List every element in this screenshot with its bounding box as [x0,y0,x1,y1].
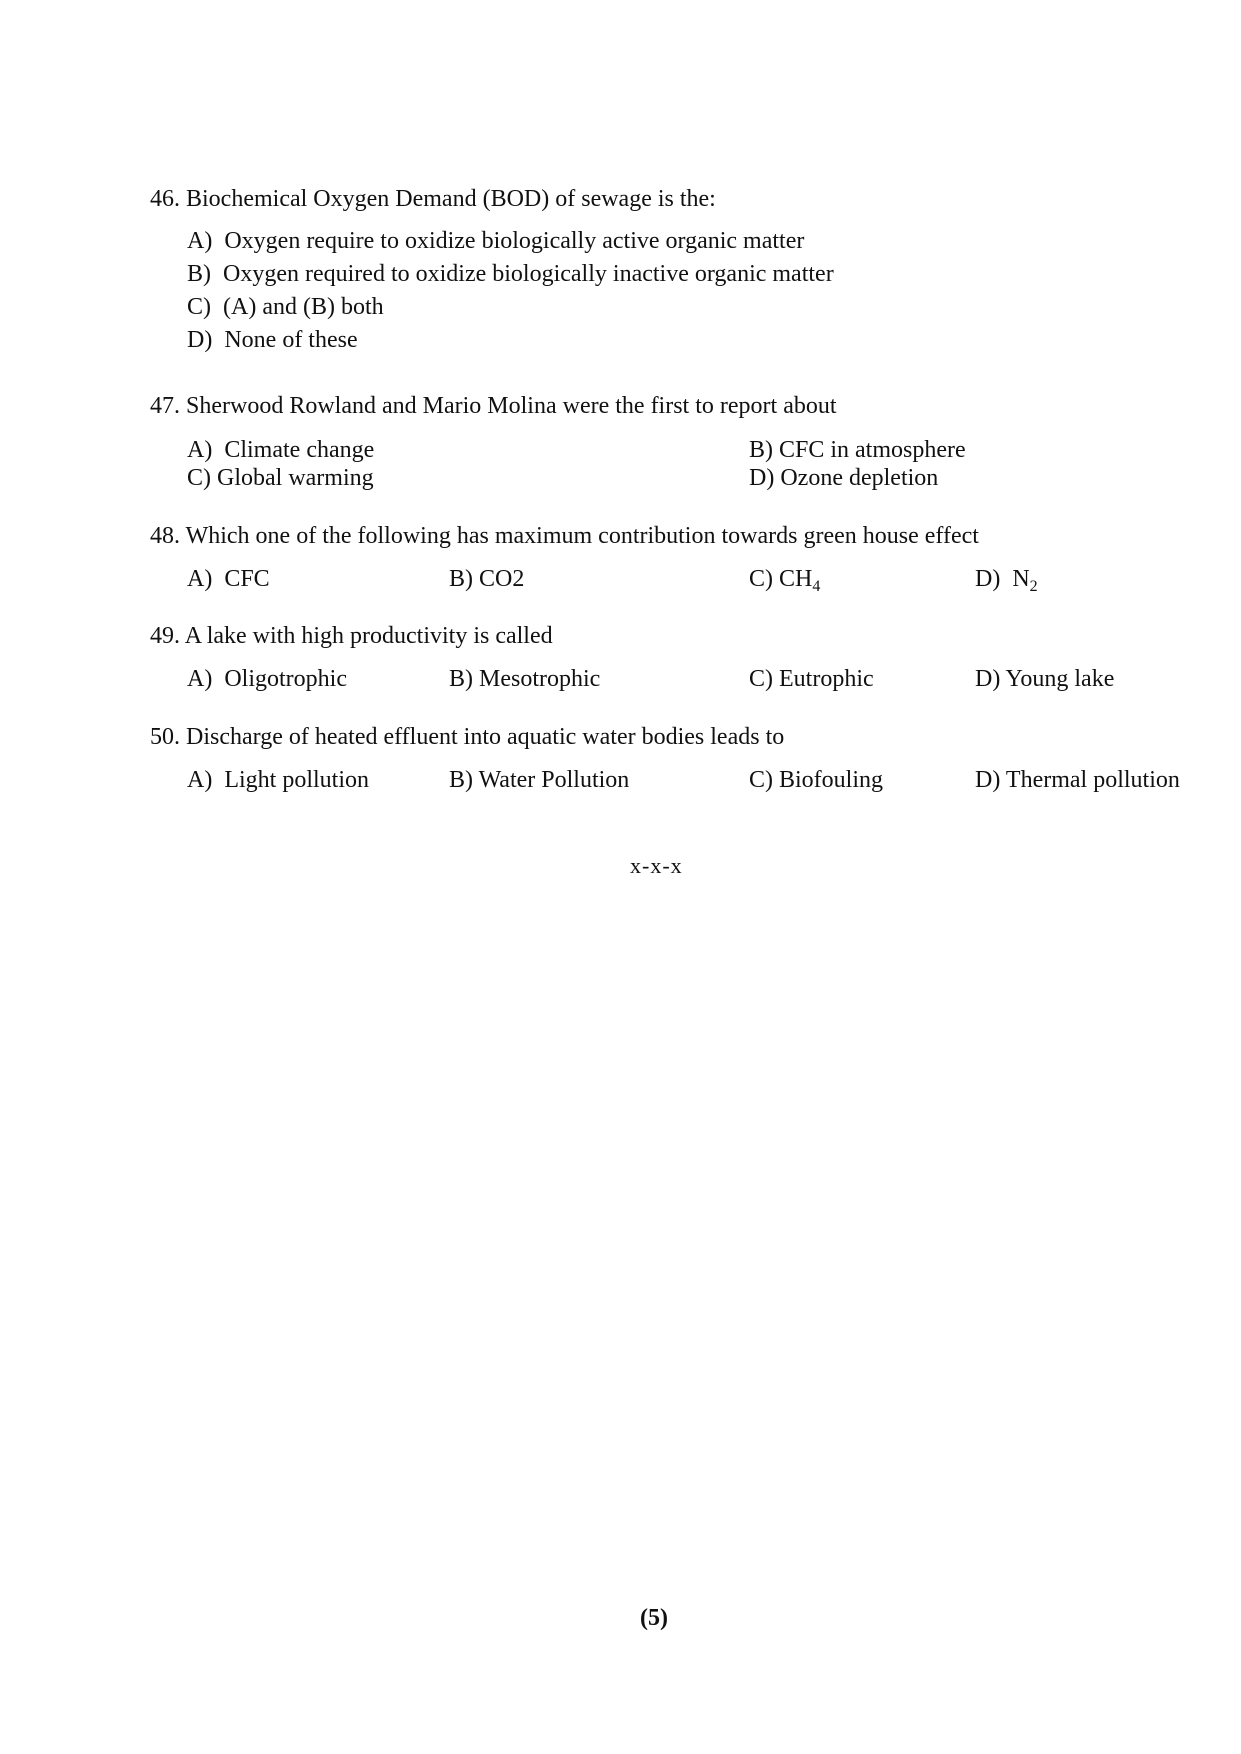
end-mark: x-x-x [630,853,683,878]
question-number: 49. [150,623,180,649]
option-text: Climate change [224,437,375,463]
option-label: D) [975,666,1001,692]
formula-subscript: 2 [1029,578,1038,595]
question-number: 48. [150,523,180,549]
option-text: Oligotrophic [224,666,347,692]
option-label: D) [975,767,1001,793]
option-label: B) [187,261,211,287]
question-text: Sherwood Rowland and Mario Molina were the first to report about [186,393,837,419]
option-label: C) [749,767,773,793]
option-46-b [187,262,834,286]
option-48-a [187,567,270,591]
option-text: None of these [224,327,358,353]
option-text: Light pollution [224,767,369,793]
option-label: A) [187,228,213,254]
option-label: B) [449,767,473,793]
option-label: B) [449,566,473,592]
question-46 [150,187,716,211]
option-label: C) [749,666,773,692]
option-text: Oxygen require to oxidize biologically active organic matter [224,228,805,254]
option-49-c [749,667,874,691]
option-50-c [749,768,883,792]
option-text [779,566,821,595]
option-text: Young lake [1005,666,1115,692]
option-label: A) [187,437,213,463]
option-label: D) [187,327,213,353]
question-48 [150,524,979,548]
option-text: CFC [224,566,270,592]
option-text: Biofouling [779,767,884,793]
question-49 [150,624,553,648]
option-label: C) [749,566,773,592]
option-text: Eutrophic [779,666,874,692]
option-48-b [449,567,524,591]
option-48-d [975,566,1038,595]
option-label: A) [187,666,213,692]
question-text: Which one of the following has maximum contribution towards green house effect [185,523,979,549]
option-47-b [749,438,966,462]
formula-subscript: 4 [812,578,821,595]
option-50-a [187,768,369,792]
question-number: 46. [150,186,180,212]
question-text: A lake with high productivity is called [184,623,553,649]
option-text: CO2 [479,566,525,592]
option-49-d [975,667,1114,691]
option-label: D) [975,566,1001,592]
option-47-c [187,466,374,490]
option-50-b [449,768,629,792]
option-49-a [187,667,347,691]
option-label: A) [187,566,213,592]
option-text: Global warming [217,465,374,491]
formula-base: N [1012,566,1030,592]
option-text: Oxygen required to oxidize biologically inactive organic matter [223,261,834,287]
option-46-a [187,229,804,253]
option-label: B) [449,666,473,692]
option-46-d [187,328,358,352]
option-text: Thermal pollution [1005,767,1180,793]
option-text: Water Pollution [478,767,630,793]
question-47 [150,394,837,418]
option-label: C) [187,294,211,320]
option-text: CFC in atmosphere [779,437,966,463]
question-text: Discharge of heated effluent into aquatic water bodies leads to [186,724,785,750]
option-text: Mesotrophic [479,666,601,692]
page-number: (5) [640,1605,668,1631]
question-text: Biochemical Oxygen Demand (BOD) of sewage is the: [186,186,716,212]
option-label: A) [187,767,213,793]
option-text [1012,566,1038,595]
option-label: C) [187,465,211,491]
option-47-d [749,466,938,490]
option-49-b [449,667,600,691]
option-text: (A) and (B) both [223,294,384,320]
question-number: 50. [150,724,180,750]
option-50-d [975,768,1180,792]
option-47-a [187,438,374,462]
formula-base: CH [779,566,813,592]
option-label: D) [749,465,775,491]
option-label: B) [749,437,773,463]
option-48-c [749,566,821,595]
option-46-c [187,295,384,319]
question-number: 47. [150,393,180,419]
question-50 [150,725,784,749]
option-text: Ozone depletion [780,465,939,491]
